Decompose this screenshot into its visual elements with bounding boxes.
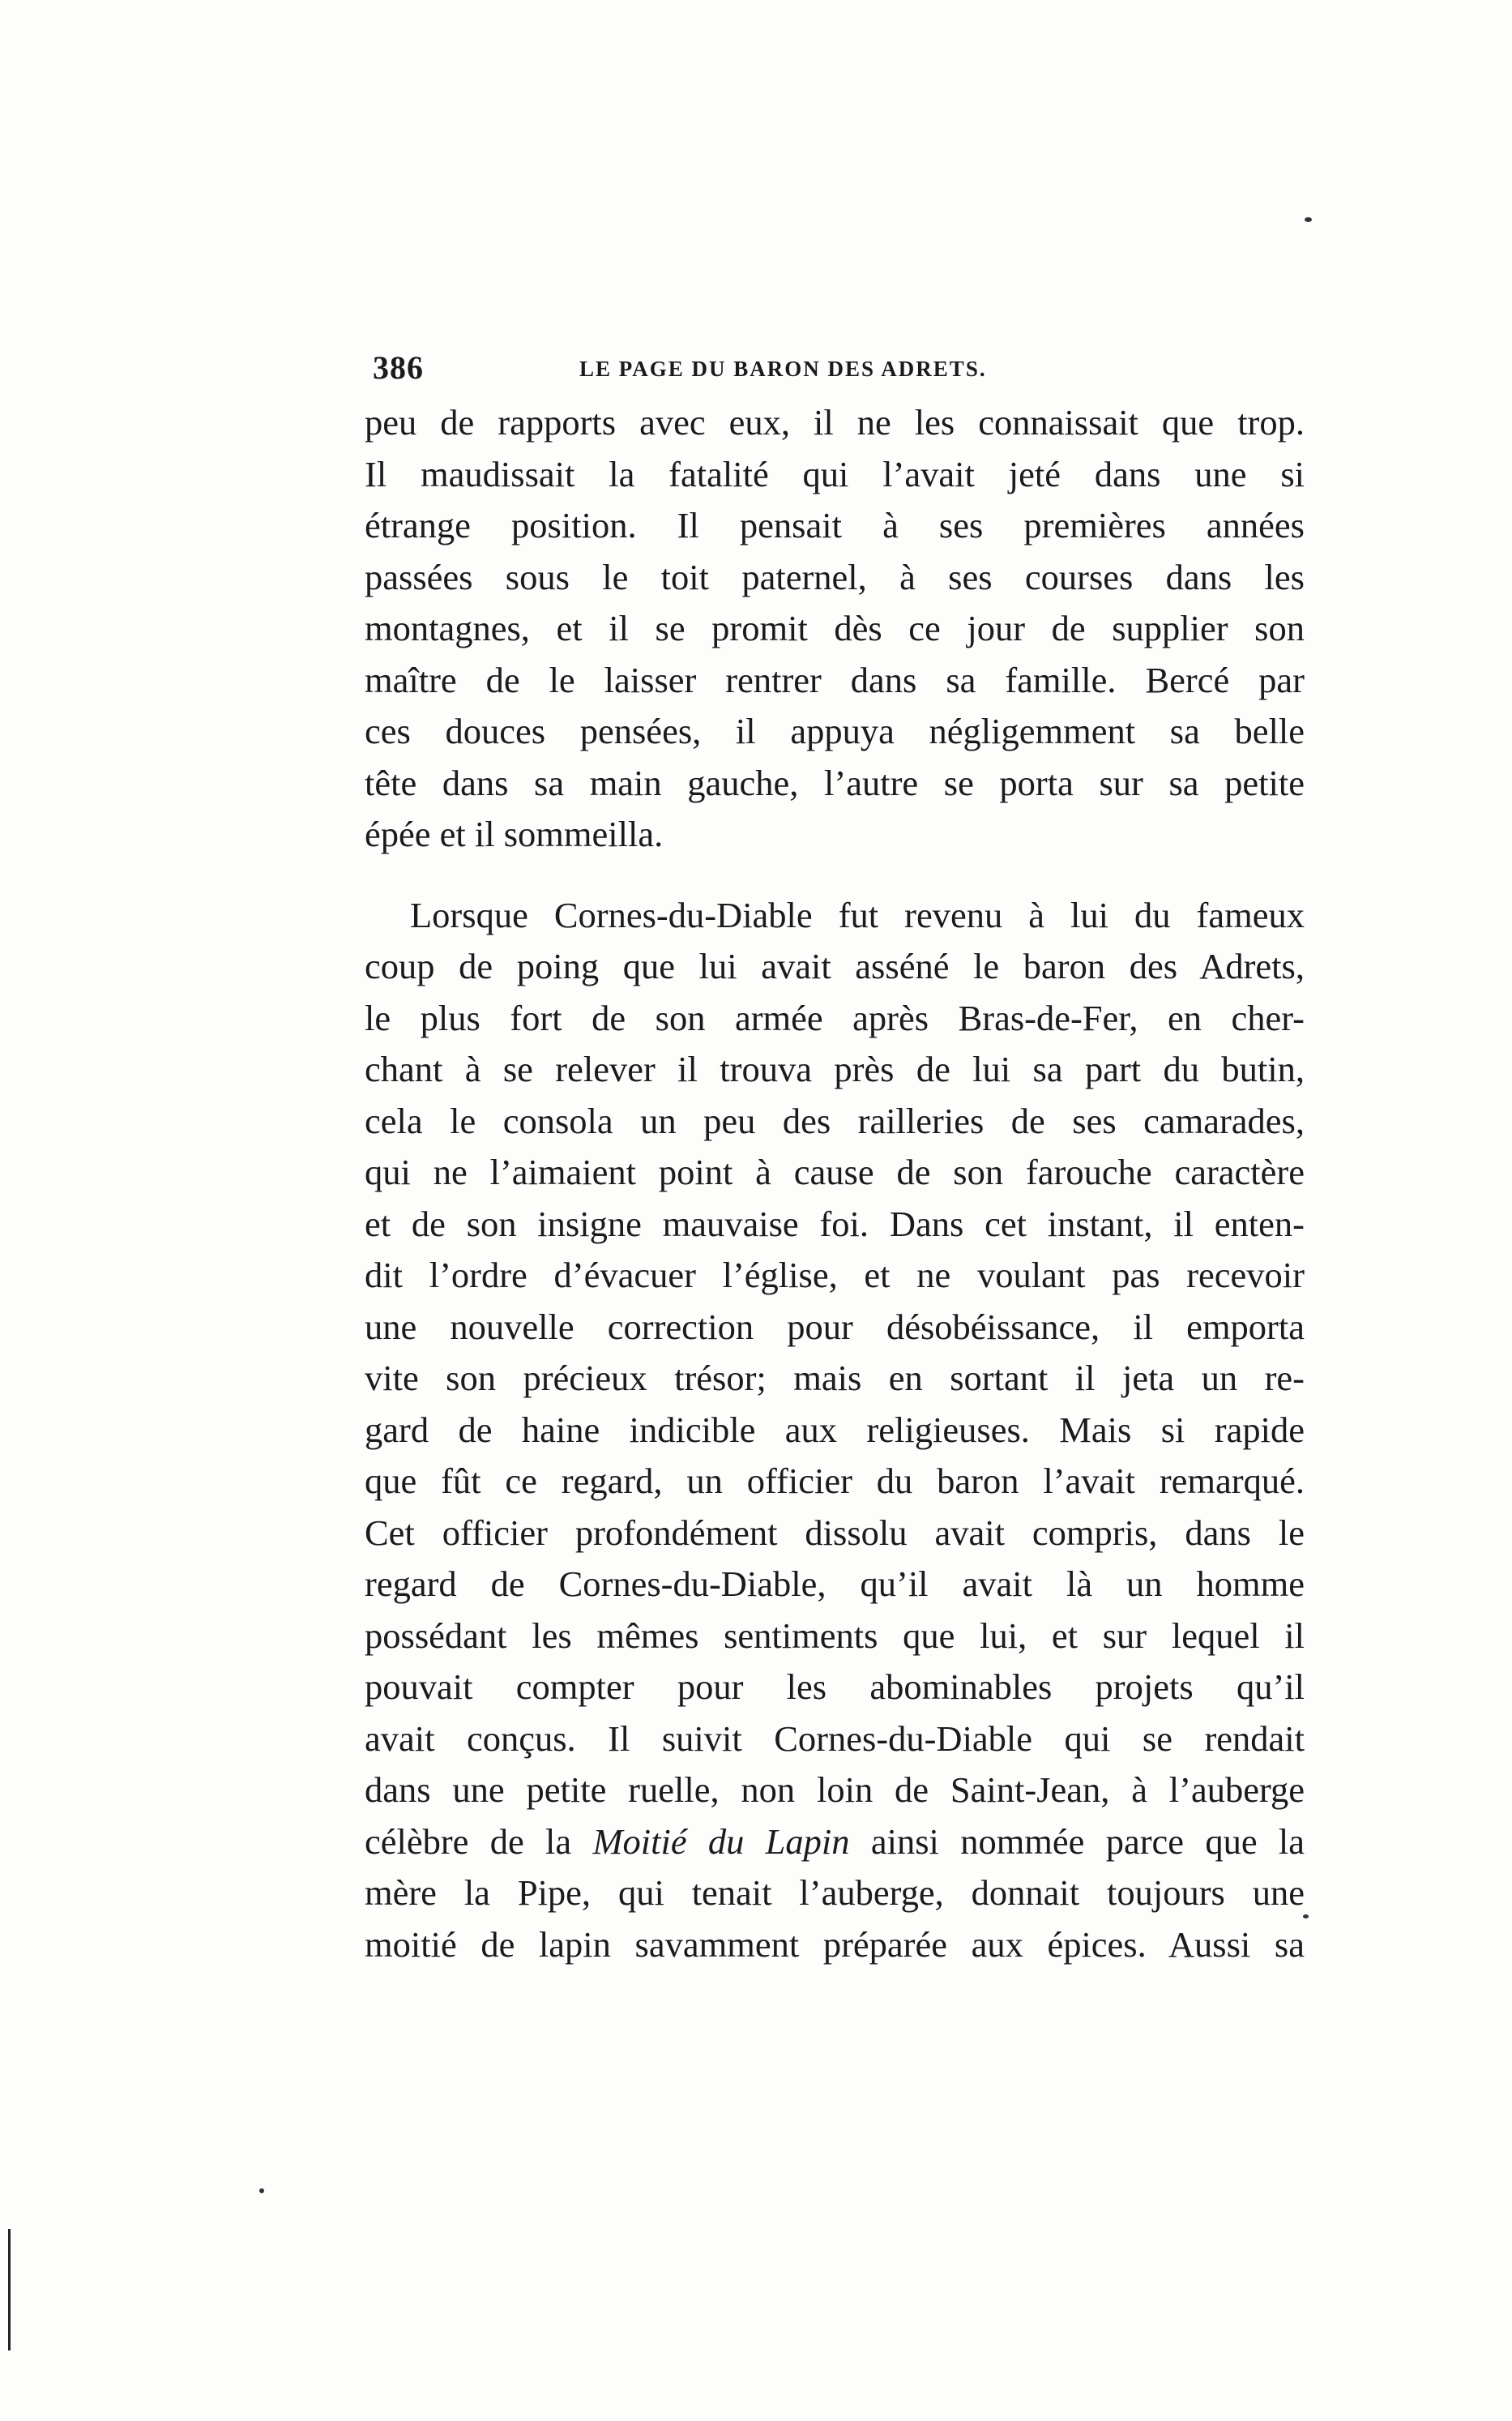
scan-speck bbox=[1305, 217, 1312, 222]
text-line: Lorsque Cornes-du-Diable fut revenu à lui du fameux bbox=[410, 894, 1305, 935]
text-line: dit l’ordre d’évacuer l’église, et ne voulant pas recevoir bbox=[365, 1255, 1305, 1295]
italic-title: Moitié du Lapin bbox=[592, 1820, 850, 1862]
text-line: et de son insigne mauvaise foi. Dans cet instant, il enten- bbox=[365, 1203, 1305, 1244]
text-line: étrange position. Il pensait à ses premières années bbox=[365, 505, 1305, 545]
text-line: montagnes, et il se promit dès ce jour de supplier son bbox=[365, 608, 1305, 648]
text-line: moitié de lapin savamment préparée aux épices. Aussi sa bbox=[365, 1923, 1305, 1965]
text-line: qui ne l’aimaient point à cause de son farouche caractère bbox=[365, 1152, 1305, 1192]
text-line: Cet officier profondément dissolu avait compris, dans le bbox=[365, 1512, 1305, 1553]
text-line: coup de poing que lui avait asséné le baron des Adrets, bbox=[365, 946, 1305, 986]
paragraph-1 bbox=[365, 397, 1305, 861]
page-header bbox=[373, 349, 1301, 397]
paragraph-gap bbox=[365, 861, 1305, 890]
text-line: avait conçus. Il suivit Cornes-du-Diable qui se rendait bbox=[365, 1717, 1305, 1759]
text-line: maître de le laisser rentrer dans sa famille. Bercé par bbox=[365, 659, 1305, 700]
text-line: que fût ce regard, un officier du baron l’avait remarqué. bbox=[365, 1461, 1305, 1501]
text-line: cela le consola un peu des railleries de ses camarades, bbox=[365, 1100, 1305, 1141]
scan-speck bbox=[1303, 1914, 1309, 1918]
text-line: ces douces pensées, il appuya négligemment sa belle bbox=[365, 711, 1305, 751]
text-line: regard de Cornes-du-Diable, qu’il avait là un homme bbox=[365, 1563, 1305, 1604]
text-line: gard de haine indicible aux religieuses. Mais si rapide bbox=[365, 1409, 1305, 1450]
scan-speck bbox=[259, 2188, 264, 2193]
body-text bbox=[365, 397, 1305, 1970]
scan-margin-line bbox=[8, 2229, 11, 2350]
text-line: une nouvelle correction pour désobéissance, il emporta bbox=[365, 1306, 1305, 1347]
page-number: 386 bbox=[373, 349, 424, 386]
text-line: dans une petite ruelle, non loin de Saint-Jean, à l’auberge bbox=[365, 1769, 1305, 1810]
text-line: vite son précieux trésor; mais en sortant il jeta un re- bbox=[365, 1358, 1305, 1398]
text-after-italic: ainsi nommée parce que la bbox=[849, 1820, 1305, 1862]
text-line: tête dans sa main gauche, l’autre se porta sur sa petite bbox=[365, 762, 1305, 803]
text-line: passées sous le toit paternel, à ses courses dans les bbox=[365, 556, 1305, 597]
text-before-italic: célèbre de la bbox=[365, 1820, 593, 1862]
text-line: Il maudissait la fatalité qui l’avait jeté dans une si bbox=[365, 453, 1305, 494]
text-line: peu de rapports avec eux, il ne les connaissait que trop. bbox=[365, 402, 1305, 443]
paragraph-2 bbox=[365, 890, 1305, 1971]
text-line-with-italic bbox=[365, 1816, 1305, 1868]
running-title: LE PAGE DU BARON DES ADRETS. bbox=[579, 357, 987, 381]
text-line: épée et il sommeilla. bbox=[365, 814, 664, 854]
text-line: possédant les mêmes sentiments que lui, et sur lequel il bbox=[365, 1615, 1305, 1656]
text-line: pouvait compter pour les abominables projets qu’il bbox=[365, 1666, 1305, 1707]
text-line: chant à se relever il trouva près de lui sa part du butin, bbox=[365, 1049, 1305, 1089]
text-line: le plus fort de son armée après Bras-de-Fer, en cher- bbox=[365, 997, 1305, 1038]
text-line: mère la Pipe, qui tenait l’auberge, donnait toujours une bbox=[365, 1872, 1305, 1913]
